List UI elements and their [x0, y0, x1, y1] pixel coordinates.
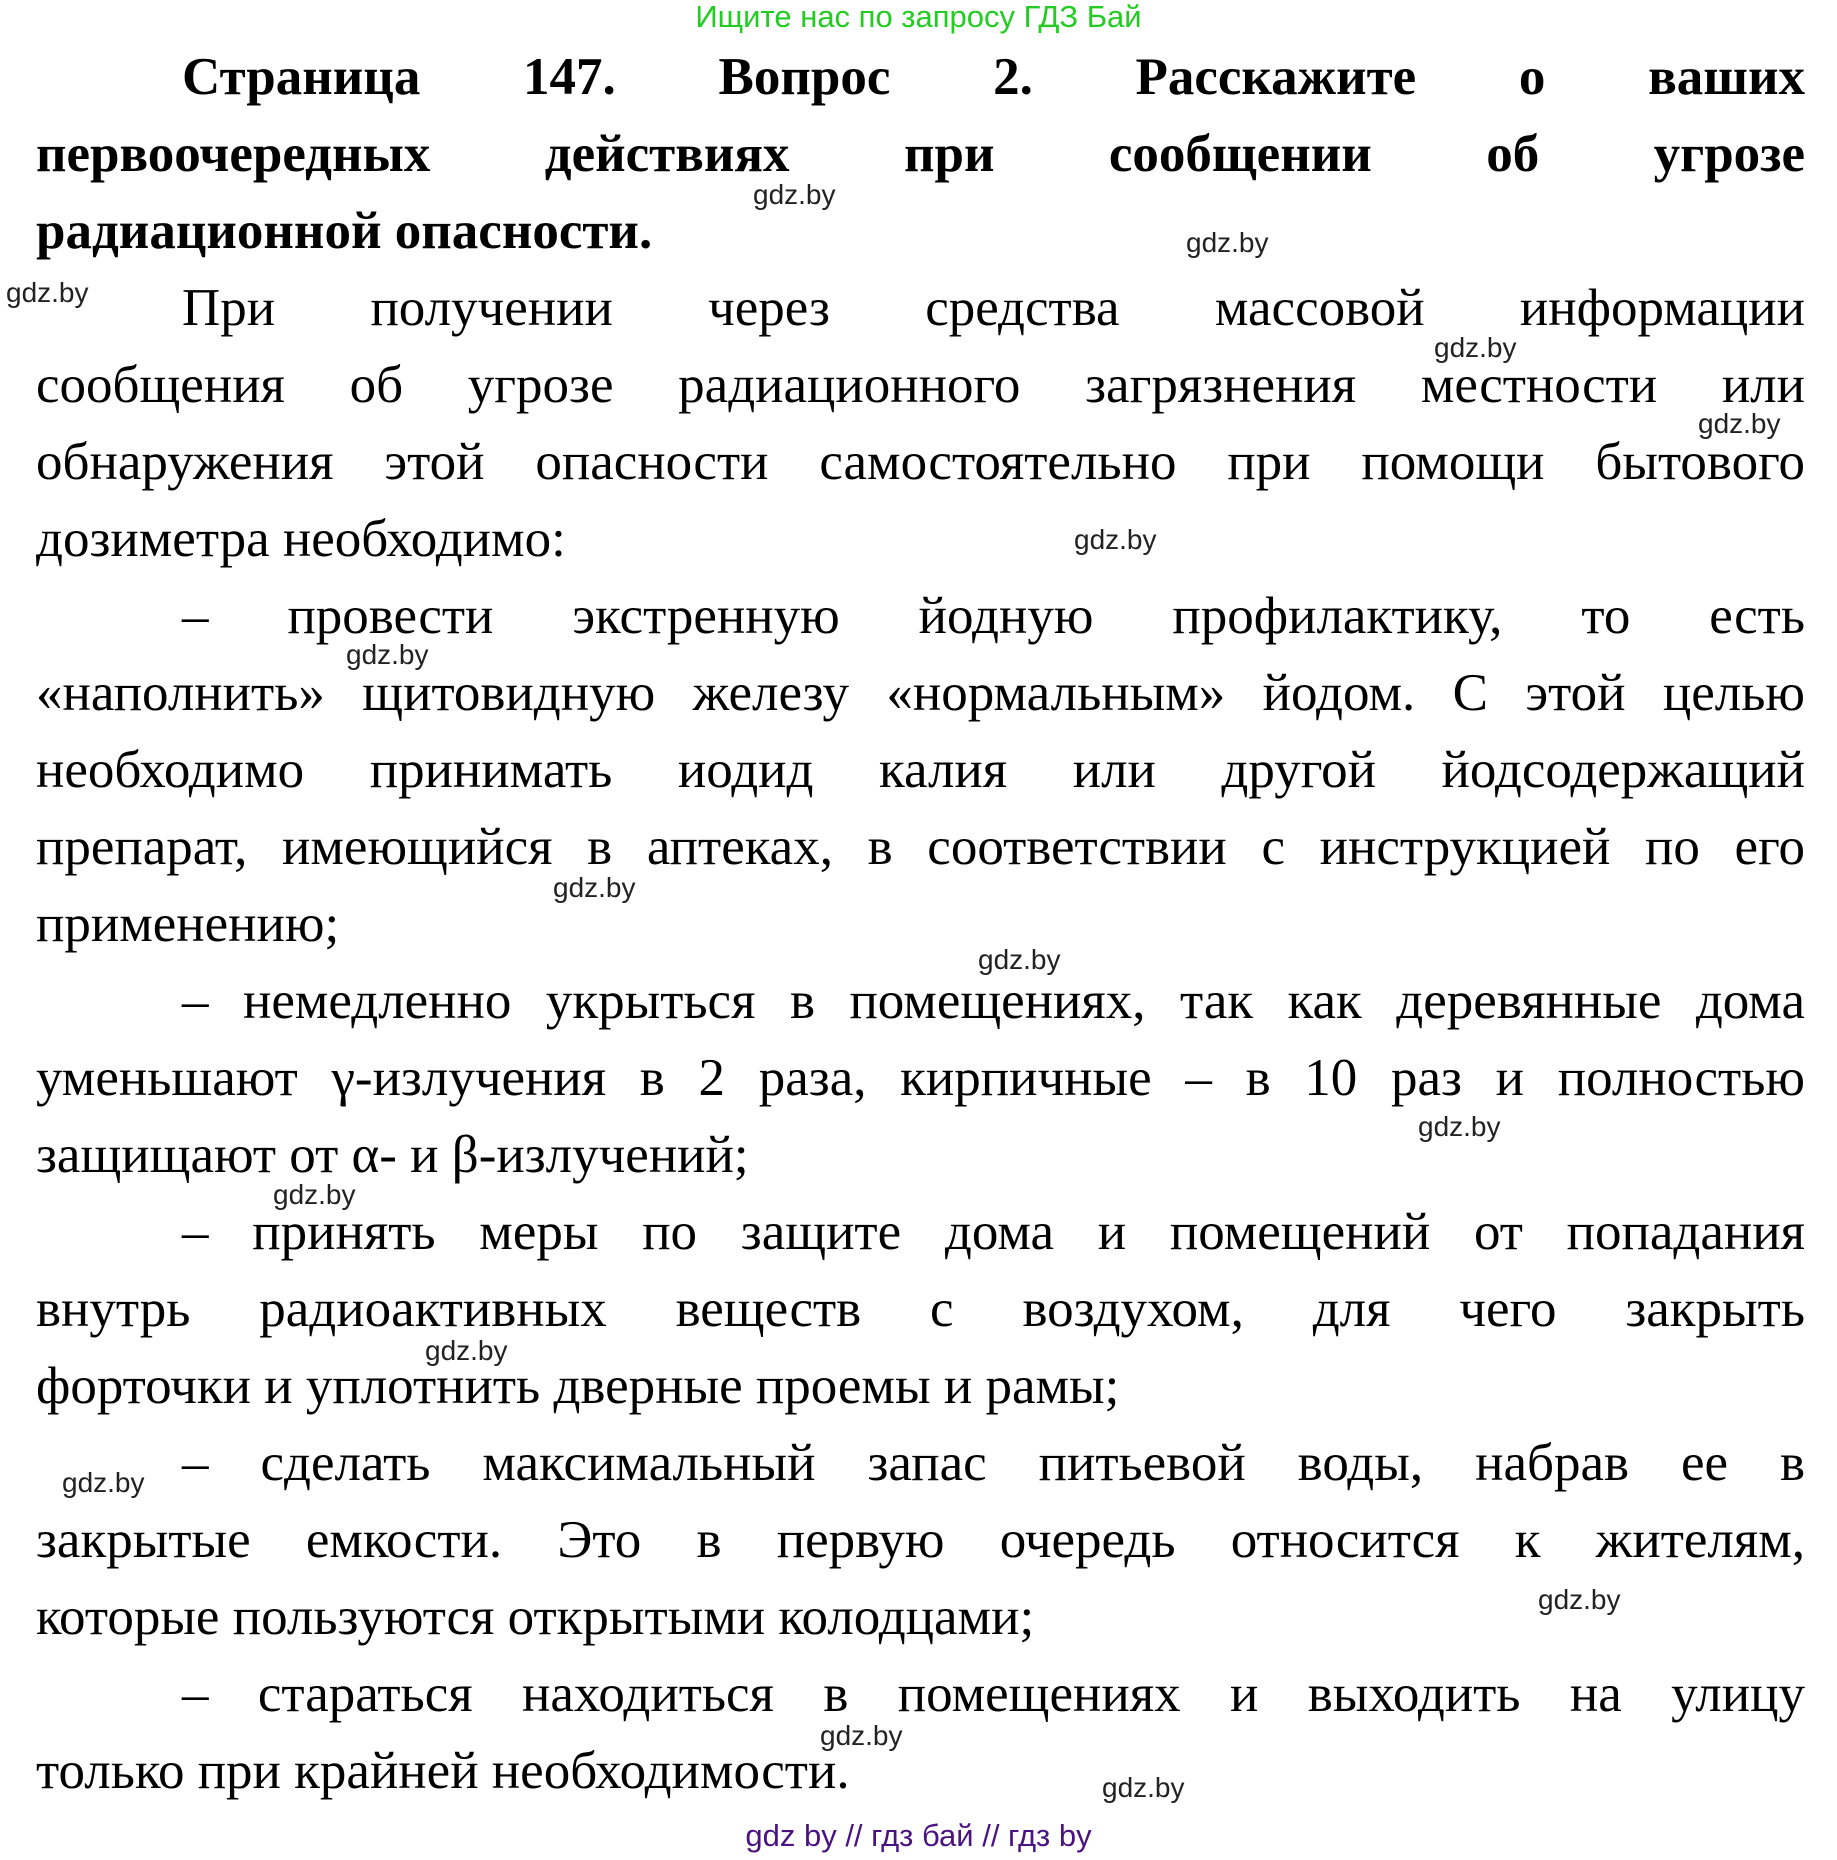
watermark: gdz.by	[1538, 1584, 1621, 1615]
body-line: обнаружения этой опасности самостоятельно при помощи бытового	[36, 433, 1805, 491]
title-line-1: Страница 147. Вопрос 2. Расскажите о ваших	[182, 48, 1805, 106]
body-line: При получении через средства массовой информации	[182, 279, 1805, 337]
body-line: «наполнить» щитовидную железу «нормальным» йодом. С этой целью	[36, 664, 1805, 722]
watermark: gdz.by	[1102, 1772, 1185, 1803]
watermark: gdz.by	[346, 639, 429, 670]
watermark: gdz.by	[62, 1467, 145, 1498]
site-footer-links[interactable]: gdz by // гдз бай // гдз by	[745, 1818, 1092, 1853]
body-line: только при крайней необходимости.	[36, 1742, 850, 1800]
watermark: gdz.by	[425, 1335, 508, 1366]
body-line: – провести экстренную йодную профилактику, то есть	[182, 587, 1805, 645]
body-line: форточки и уплотнить дверные проемы и рамы;	[36, 1357, 1120, 1415]
watermark: gdz.by	[1418, 1111, 1501, 1142]
title-line-2: первоочередных действиях при сообщении об угрозе	[36, 125, 1805, 183]
body-line: сообщения об угрозе радиационного загрязнения местности или	[36, 356, 1805, 414]
watermark: gdz.by	[273, 1179, 356, 1210]
body-line: уменьшают γ-излучения в 2 раза, кирпичные – в 10 раз и полностью	[36, 1049, 1805, 1107]
body-line: препарат, имеющийся в аптеках, в соответствии с инструкцией по его	[36, 818, 1805, 876]
body-line: – принять меры по защите дома и помещений от попадания	[182, 1203, 1805, 1261]
watermark: gdz.by	[978, 944, 1061, 975]
watermark: gdz.by	[1074, 524, 1157, 555]
title-line-3: радиационной опасности.	[36, 202, 653, 260]
watermark: gdz.by	[820, 1720, 903, 1751]
body-line: – сделать максимальный запас питьевой воды, набрав ее в	[182, 1434, 1805, 1492]
watermark: gdz.by	[6, 277, 89, 308]
body-line: дозиметра необходимо:	[36, 510, 566, 568]
body-line: закрытые емкости. Это в первую очередь относится к жителям,	[36, 1511, 1805, 1569]
body-line: необходимо принимать иодид калия или другой йодсодержащий	[36, 741, 1805, 799]
body-line: – немедленно укрыться в помещениях, так как деревянные дома	[182, 972, 1805, 1030]
watermark: gdz.by	[1434, 332, 1517, 363]
watermark: gdz.by	[553, 872, 636, 903]
watermark: gdz.by	[753, 179, 836, 210]
body-line: внутрь радиоактивных веществ с воздухом, для чего закрыть	[36, 1280, 1805, 1338]
body-line: которые пользуются открытыми колодцами;	[36, 1588, 1035, 1646]
body-line: – стараться находиться в помещениях и выходить на улицу	[182, 1665, 1805, 1723]
watermark: gdz.by	[1186, 227, 1269, 258]
watermark: gdz.by	[1698, 408, 1781, 439]
body-line: защищают от α- и β-излучений;	[36, 1126, 749, 1184]
search-promo-header[interactable]: Ищите нас по запросу ГДЗ Бай	[695, 0, 1142, 34]
body-line: применению;	[36, 895, 340, 953]
